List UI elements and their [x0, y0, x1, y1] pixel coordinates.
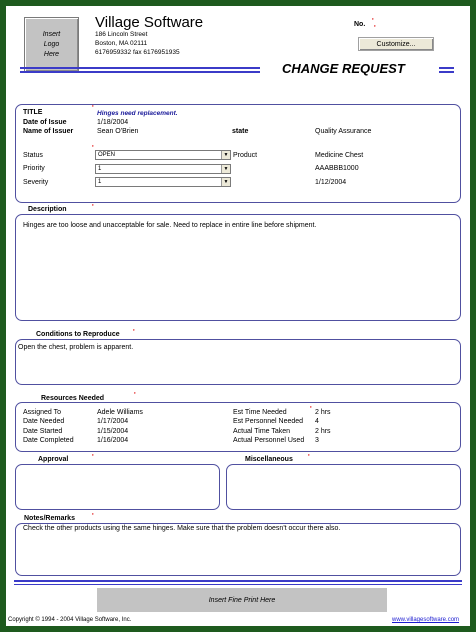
status-select[interactable] — [95, 150, 231, 160]
date-needed-label: Date Needed — [23, 418, 65, 425]
notes-text[interactable]: Check the other products using the same hinges. Make sure that the problem doesn't occur there also. — [23, 525, 341, 532]
priority-select[interactable] — [95, 164, 231, 174]
date-needed-field[interactable]: 1/17/2004 — [97, 418, 129, 425]
actual-personnel-field[interactable]: 3 — [315, 437, 319, 444]
severity-select[interactable] — [95, 177, 231, 187]
header-rule-left-2 — [20, 71, 260, 73]
comment-marker: ' — [92, 105, 94, 112]
actual-time-label: Actual Time Taken — [233, 428, 291, 435]
logo-placeholder[interactable]: Insert Logo Here — [24, 17, 79, 72]
document-title: CHANGE REQUEST — [282, 61, 405, 76]
copyright-text: Copyright © 1994 - 2004 Village Software, Inc. — [8, 617, 132, 623]
severity-label: Severity — [23, 179, 49, 186]
reproduce-label: Conditions to Reproduce — [33, 331, 123, 338]
comment-marker: ' — [92, 513, 94, 520]
issuer-field[interactable]: Sean O'Brien — [97, 128, 139, 135]
header-rule-right-2 — [439, 71, 454, 73]
est-time-field[interactable]: 2 hrs — [315, 409, 331, 416]
comment-marker: ' — [310, 406, 312, 413]
footer-rule-2 — [14, 584, 462, 585]
state-label: state — [232, 128, 249, 135]
date-completed-label: Date Completed — [23, 437, 74, 444]
date-issue-label: Date of Issue — [23, 119, 67, 126]
comment-marker: ' — [92, 454, 94, 461]
address-line-1: 186 Lincoln Street — [95, 31, 148, 38]
est-time-label: Est Time Needed — [233, 409, 287, 416]
severity-date-field[interactable]: 1/12/2004 — [315, 179, 347, 186]
actual-time-field[interactable]: 2 hrs — [315, 428, 331, 435]
date-completed-field[interactable]: 1/16/2004 — [97, 437, 129, 444]
severity-value: 1 — [98, 179, 102, 185]
title-label: TITLE — [23, 109, 43, 116]
miscellaneous-label: Miscellaneous — [242, 456, 296, 463]
product-code-field[interactable]: AAABBB1000 — [315, 165, 359, 172]
state-field[interactable]: Quality Assurance — [315, 128, 372, 135]
comment-marker: ' — [372, 18, 374, 25]
fine-print-box[interactable]: Insert Fine Print Here — [97, 588, 387, 612]
reproduce-text[interactable]: Open the chest, problem is apparent. — [18, 344, 134, 351]
company-name: Village Software — [95, 14, 204, 31]
request-number-field[interactable]: ' — [374, 25, 376, 32]
title-field[interactable]: Hinges need replacement. — [97, 110, 178, 117]
comment-marker: ' — [92, 145, 94, 152]
date-started-label: Date Started — [23, 428, 63, 435]
miscellaneous-box[interactable] — [226, 464, 461, 510]
description-box[interactable] — [15, 214, 461, 321]
comment-marker: ' — [134, 392, 136, 399]
priority-label: Priority — [23, 165, 45, 172]
assigned-field[interactable]: Adele Williams — [97, 409, 143, 416]
description-label: Description — [25, 206, 70, 213]
date-issue-field[interactable]: 1/18/2004 — [97, 119, 129, 126]
header-rule-left — [20, 67, 260, 69]
header-rule-right — [439, 67, 454, 69]
chevron-down-icon[interactable]: ▼ — [221, 151, 230, 159]
product-label: Product — [233, 152, 258, 159]
notes-label: Notes/Remarks — [21, 515, 78, 522]
product-field[interactable]: Medicine Chest — [315, 152, 364, 159]
request-number-label: No. — [354, 21, 366, 28]
actual-personnel-label: Actual Personnel Used — [233, 437, 305, 444]
chevron-down-icon[interactable]: ▼ — [221, 178, 230, 186]
chevron-down-icon[interactable]: ▼ — [221, 165, 230, 173]
issuer-label: Name of Issuer — [23, 128, 74, 135]
est-personnel-label: Est Personnel Needed — [233, 418, 304, 425]
description-text[interactable]: Hinges are too loose and unacceptable for sale. Need to replace in entire line before shipment. — [23, 222, 317, 229]
comment-marker: ' — [92, 204, 94, 211]
customize-button[interactable]: Customize... — [358, 37, 434, 51]
phone-fax: 6176959332 fax 6176951935 — [95, 49, 180, 56]
comment-marker: ' — [308, 454, 310, 461]
address-line-2: Boston, MA 02111 — [95, 40, 148, 47]
resources-label: Resources Needed — [38, 395, 107, 402]
date-started-field[interactable]: 1/15/2004 — [97, 428, 129, 435]
footer-rule — [14, 580, 462, 582]
approval-label: Approval — [35, 456, 71, 463]
status-label: Status — [23, 152, 43, 159]
comment-marker: ' — [133, 329, 135, 336]
status-value: OPEN — [98, 152, 116, 158]
change-request-sheet — [6, 6, 470, 626]
est-personnel-field[interactable]: 4 — [315, 418, 319, 425]
assigned-label: Assigned To — [23, 409, 62, 416]
website-link[interactable]: www.villagesoftware.com — [392, 617, 460, 623]
priority-value: 1 — [98, 166, 102, 172]
approval-box[interactable] — [15, 464, 220, 510]
